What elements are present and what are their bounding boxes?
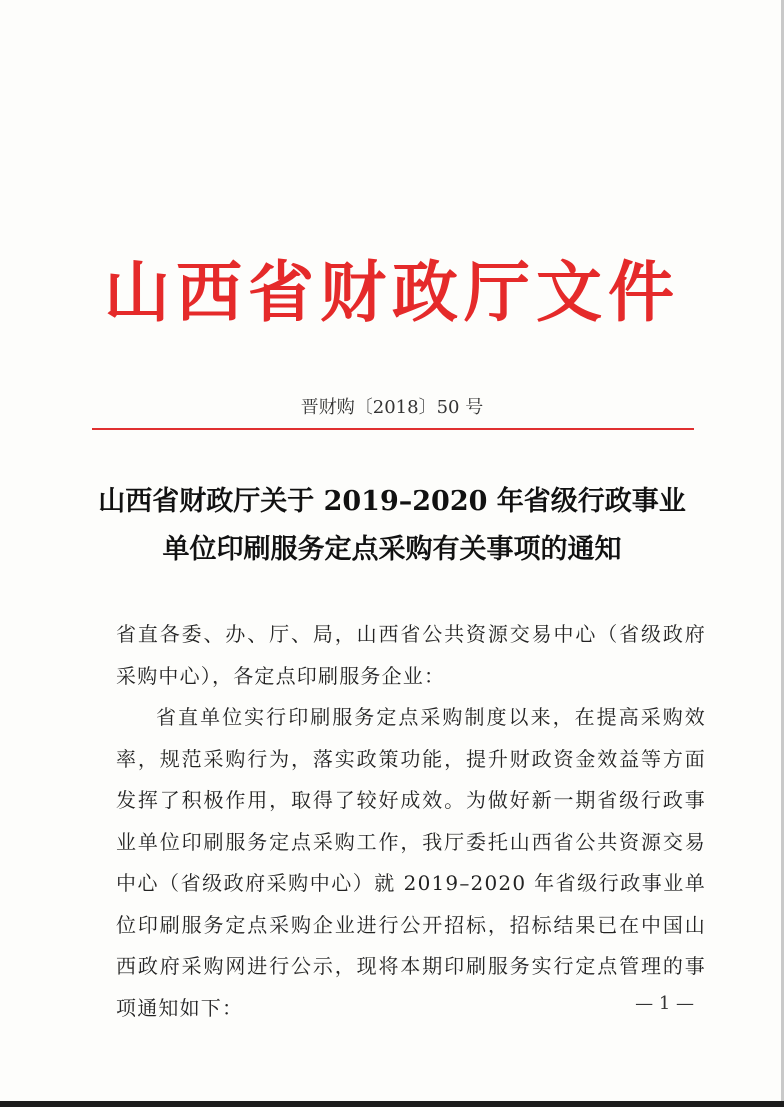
scan-bottom-edge	[0, 1101, 784, 1107]
title-line: 单位印刷服务定点采购有关事项的通知	[162, 534, 622, 565]
issuer-title: 山西省财政厅文件	[104, 253, 680, 331]
red-separator-line	[92, 428, 694, 430]
page-number: — 1 —	[635, 993, 694, 1014]
body-paragraph: 省直单位实行印刷服务定点采购制度以来，在提高采购效率，规范采购行为，落实政策功能，提升财政资金效益等方面发挥了积极作用，取得了较好成效。为做好新一期省级行政事业单位印刷服务定点采购工作，我厅委托山西省公共资源交易中心（省级政府采购中心）就 2019–2020 年省级行政事业单位印刷服务定点采购企业进行公开招标，招标结果已在中国山西政府采购网进行公示，现将本期印刷服务实行定点管理的事项通知如下：	[116, 705, 706, 1020]
title-line: 山西省财政厅关于 2019–2020 年省级行政事业	[98, 486, 686, 517]
salutation: 省直各委、办、厅、局，山西省公共资源交易中心（省级政府采购中心），各定点印刷服务企业：	[116, 622, 706, 688]
document-body	[116, 614, 706, 1029]
document-title	[60, 478, 724, 574]
document-number: 晋财购〔2018〕50 号	[300, 397, 484, 418]
